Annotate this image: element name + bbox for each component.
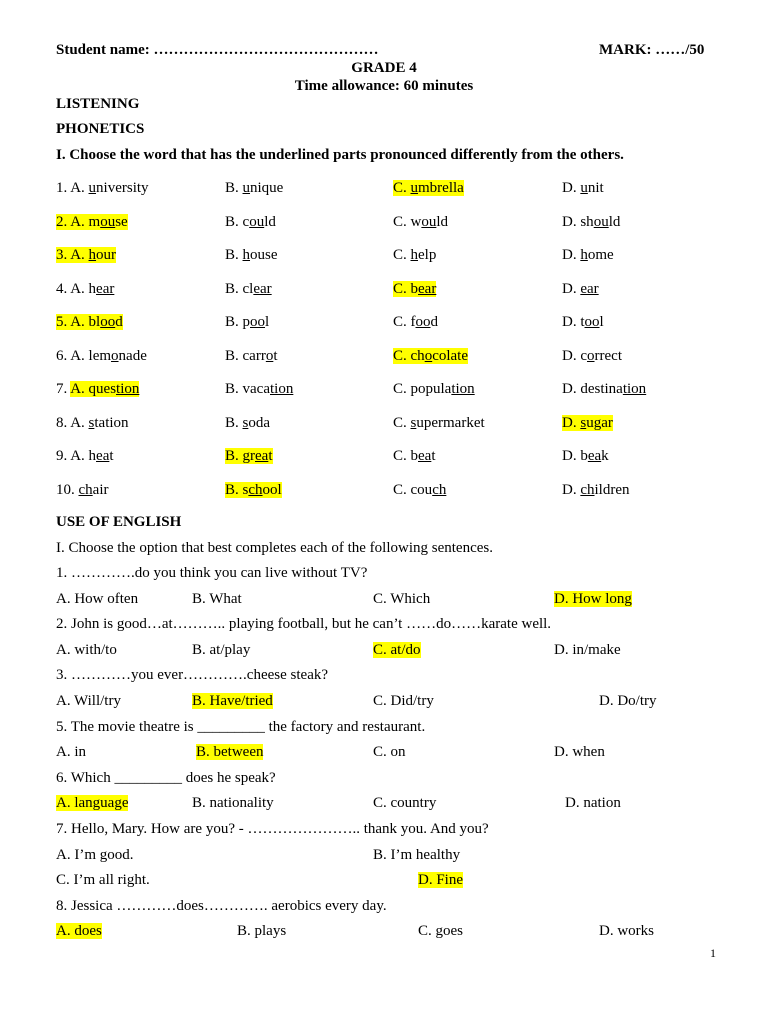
uoe-option [192, 641, 250, 659]
uoe-option [554, 743, 605, 761]
uoe-option-text: B. at/play [192, 642, 251, 658]
option-word: B. pool [225, 314, 270, 330]
question-number: 5. [56, 314, 71, 330]
section-use-of-english: USE OF ENGLISH [56, 514, 182, 530]
uoe-option [196, 743, 263, 761]
phonetics-q6-option-1 [56, 347, 147, 365]
phonetics-q5-option-3 [393, 313, 438, 331]
question-number: 3. [56, 247, 71, 263]
phonetics-q4-option-1 [56, 280, 114, 298]
grade-title: GRADE 4 [351, 60, 417, 76]
uoe-option [599, 692, 657, 710]
phonetics-q3-option-3 [393, 246, 436, 264]
uoe-question: 1. ………….do you think you can live without TV? [56, 565, 368, 581]
phonetics-q9-option-3 [393, 447, 436, 465]
phonetics-q10-option-1 [56, 481, 109, 499]
phonetics-q2-option-2 [225, 213, 276, 231]
uoe-option [373, 641, 421, 659]
uoe-option [554, 641, 621, 659]
phonetics-q2-option-4 [562, 213, 620, 231]
uoe-option-text: B. I’m healthy [373, 847, 461, 863]
option-word: C. umbrella [393, 180, 464, 196]
uoe-option [56, 794, 128, 812]
option-word: B. carrot [225, 348, 278, 364]
mark-field: MARK: ……/50 [599, 42, 705, 58]
uoe-option-text: B. plays [237, 923, 287, 939]
phonetics-q8-option-4 [562, 414, 613, 432]
phonetics-q7-option-4 [562, 380, 646, 398]
uoe-option [56, 922, 102, 940]
use-of-english-instruction: I. Choose the option that best completes each of the following sentences. [56, 540, 493, 556]
uoe-option-text: C. on [373, 744, 406, 760]
question-number: 7. [56, 381, 71, 397]
option-word: A. question [70, 381, 140, 397]
uoe-question: 6. Which _________ does he speak? [56, 770, 276, 786]
uoe-option [56, 590, 138, 608]
phonetics-q8-option-1 [56, 414, 129, 432]
phonetics-q2-option-1 [56, 213, 128, 231]
uoe-option [56, 641, 117, 659]
option-word: B. school [225, 482, 282, 498]
phonetics-q1-option-2 [225, 179, 283, 197]
option-word: C. chocolate [393, 348, 468, 364]
phonetics-q4-option-3 [393, 280, 436, 298]
option-word: D. tool [562, 314, 604, 330]
uoe-option [56, 846, 134, 864]
uoe-option-text: D. when [554, 744, 605, 760]
uoe-option [56, 692, 121, 710]
uoe-option-text: B. What [192, 591, 242, 607]
question-number: 9. [56, 448, 71, 464]
uoe-option-text: D. nation [565, 795, 621, 811]
phonetics-q8-option-2 [225, 414, 270, 432]
phonetics-q5-option-4 [562, 313, 604, 331]
uoe-option-text: D. in/make [554, 642, 621, 658]
phonetics-q3-option-4 [562, 246, 614, 264]
option-word: C. couch [393, 482, 447, 498]
option-word: D. destination [562, 381, 647, 397]
uoe-option [373, 794, 436, 812]
uoe-option [56, 871, 150, 889]
question-number: 8. [56, 415, 71, 431]
uoe-option-text: D. Do/try [599, 693, 657, 709]
phonetics-q6-option-3 [393, 347, 468, 365]
option-word: C. food [393, 314, 439, 330]
option-word: C. beat [393, 448, 436, 464]
option-word: A. hear [70, 281, 115, 297]
phonetics-q2-option-3 [393, 213, 448, 231]
uoe-option-text: C. I’m all right. [56, 872, 150, 888]
uoe-option [565, 794, 621, 812]
page-number: 1 [710, 946, 716, 960]
uoe-option [418, 922, 463, 940]
uoe-option-text: B. between [196, 744, 264, 760]
question-number: 6. [56, 348, 71, 364]
phonetics-q9-option-4 [562, 447, 609, 465]
uoe-option-text: D. works [599, 923, 654, 939]
uoe-question: 7. Hello, Mary. How are you? - ………………….. thank you. And you? [56, 821, 489, 837]
option-word: C. population [393, 381, 475, 397]
option-word: B. house [225, 247, 278, 263]
uoe-option [237, 922, 286, 940]
uoe-option-text: C. country [373, 795, 437, 811]
uoe-option-text: C. Which [373, 591, 431, 607]
option-word: D. ear [562, 281, 599, 297]
phonetics-q1-option-4 [562, 179, 604, 197]
uoe-option [192, 692, 273, 710]
uoe-option-text: A. language [56, 795, 129, 811]
uoe-question: 8. Jessica …………does…………. aerobics every day. [56, 898, 387, 914]
option-word: D. home [562, 247, 614, 263]
option-word: C. help [393, 247, 437, 263]
phonetics-q10-option-2 [225, 481, 282, 499]
uoe-option [192, 794, 274, 812]
uoe-option [373, 590, 430, 608]
phonetics-q6-option-2 [225, 347, 278, 365]
option-word: A. hour [70, 247, 117, 263]
option-word: A. station [70, 415, 129, 431]
option-word: D. unit [562, 180, 604, 196]
phonetics-q10-option-4 [562, 481, 630, 499]
phonetics-q1-option-3 [393, 179, 464, 197]
phonetics-q10-option-3 [393, 481, 446, 499]
uoe-option-text: A. How often [56, 591, 139, 607]
phonetics-q6-option-4 [562, 347, 622, 365]
uoe-option [373, 846, 460, 864]
uoe-option [418, 871, 463, 889]
uoe-option-text: C. goes [418, 923, 463, 939]
phonetics-q1-option-1 [56, 179, 149, 197]
option-word: D. correct [562, 348, 622, 364]
question-number: 2. [56, 214, 71, 230]
option-word: D. children [562, 482, 630, 498]
uoe-option [599, 922, 654, 940]
option-word: D. sugar [562, 415, 613, 431]
uoe-question: 3. …………you ever………….cheese steak? [56, 667, 329, 683]
option-word: D. should [562, 214, 621, 230]
uoe-question: 2. John is good…at……….. playing football, but he can’t ……do……karate well. [56, 616, 552, 632]
option-word: C. supermarket [393, 415, 485, 431]
uoe-option-text: A. does [56, 923, 102, 939]
question-number: 1. [56, 180, 71, 196]
phonetics-q3-option-2 [225, 246, 278, 264]
uoe-option [192, 590, 242, 608]
question-number: 4. [56, 281, 71, 297]
section-listening: LISTENING [56, 96, 140, 112]
option-word: B. clear [225, 281, 272, 297]
option-word: A. university [70, 180, 149, 196]
uoe-option-text: B. nationality [192, 795, 274, 811]
question-number: 10. [56, 482, 79, 498]
option-word: B. unique [225, 180, 284, 196]
option-word: D. beak [562, 448, 609, 464]
uoe-option [554, 590, 632, 608]
phonetics-q9-option-2 [225, 447, 273, 465]
option-word: A. heat [70, 448, 114, 464]
option-word: C. would [393, 214, 449, 230]
uoe-option-text: C. at/do [373, 642, 421, 658]
uoe-option-text: D. Fine [418, 872, 463, 888]
phonetics-q5-option-1 [56, 313, 123, 331]
option-word: B. great [225, 448, 273, 464]
uoe-option-text: B. Have/tried [192, 693, 273, 709]
uoe-question: 5. The movie theatre is _________ the factory and restaurant. [56, 719, 426, 735]
phonetics-q8-option-3 [393, 414, 485, 432]
option-word: C. bear [393, 281, 437, 297]
phonetics-q4-option-4 [562, 280, 599, 298]
uoe-option-text: A. in [56, 744, 86, 760]
phonetics-q7-option-1 [56, 380, 139, 398]
phonetics-q3-option-1 [56, 246, 116, 264]
uoe-option [373, 692, 434, 710]
phonetics-instruction: I. Choose the word that has the underlined parts pronounced differently from the others. [56, 147, 624, 163]
uoe-option-text: A. with/to [56, 642, 117, 658]
uoe-option-text: C. Did/try [373, 693, 434, 709]
time-allowance: Time allowance: 60 minutes [294, 78, 474, 94]
uoe-option [373, 743, 406, 761]
uoe-option-text: A. I’m good. [56, 847, 134, 863]
phonetics-q4-option-2 [225, 280, 272, 298]
option-word: B. vacation [225, 381, 294, 397]
student-name-field: Student name: ……………………………………… [56, 42, 379, 58]
option-word: B. could [225, 214, 276, 230]
option-word: A. lemonade [70, 348, 147, 364]
uoe-option [56, 743, 86, 761]
section-phonetics: PHONETICS [56, 121, 145, 137]
phonetics-q7-option-2 [225, 380, 293, 398]
option-word: A. mouse [70, 214, 128, 230]
phonetics-q7-option-3 [393, 380, 475, 398]
phonetics-q9-option-1 [56, 447, 114, 465]
option-word: B. soda [225, 415, 271, 431]
uoe-option-text: D. How long [554, 591, 632, 607]
option-word: chair [78, 482, 109, 498]
uoe-option-text: A. Will/try [56, 693, 121, 709]
option-word: A. blood [70, 314, 123, 330]
phonetics-q5-option-2 [225, 313, 269, 331]
